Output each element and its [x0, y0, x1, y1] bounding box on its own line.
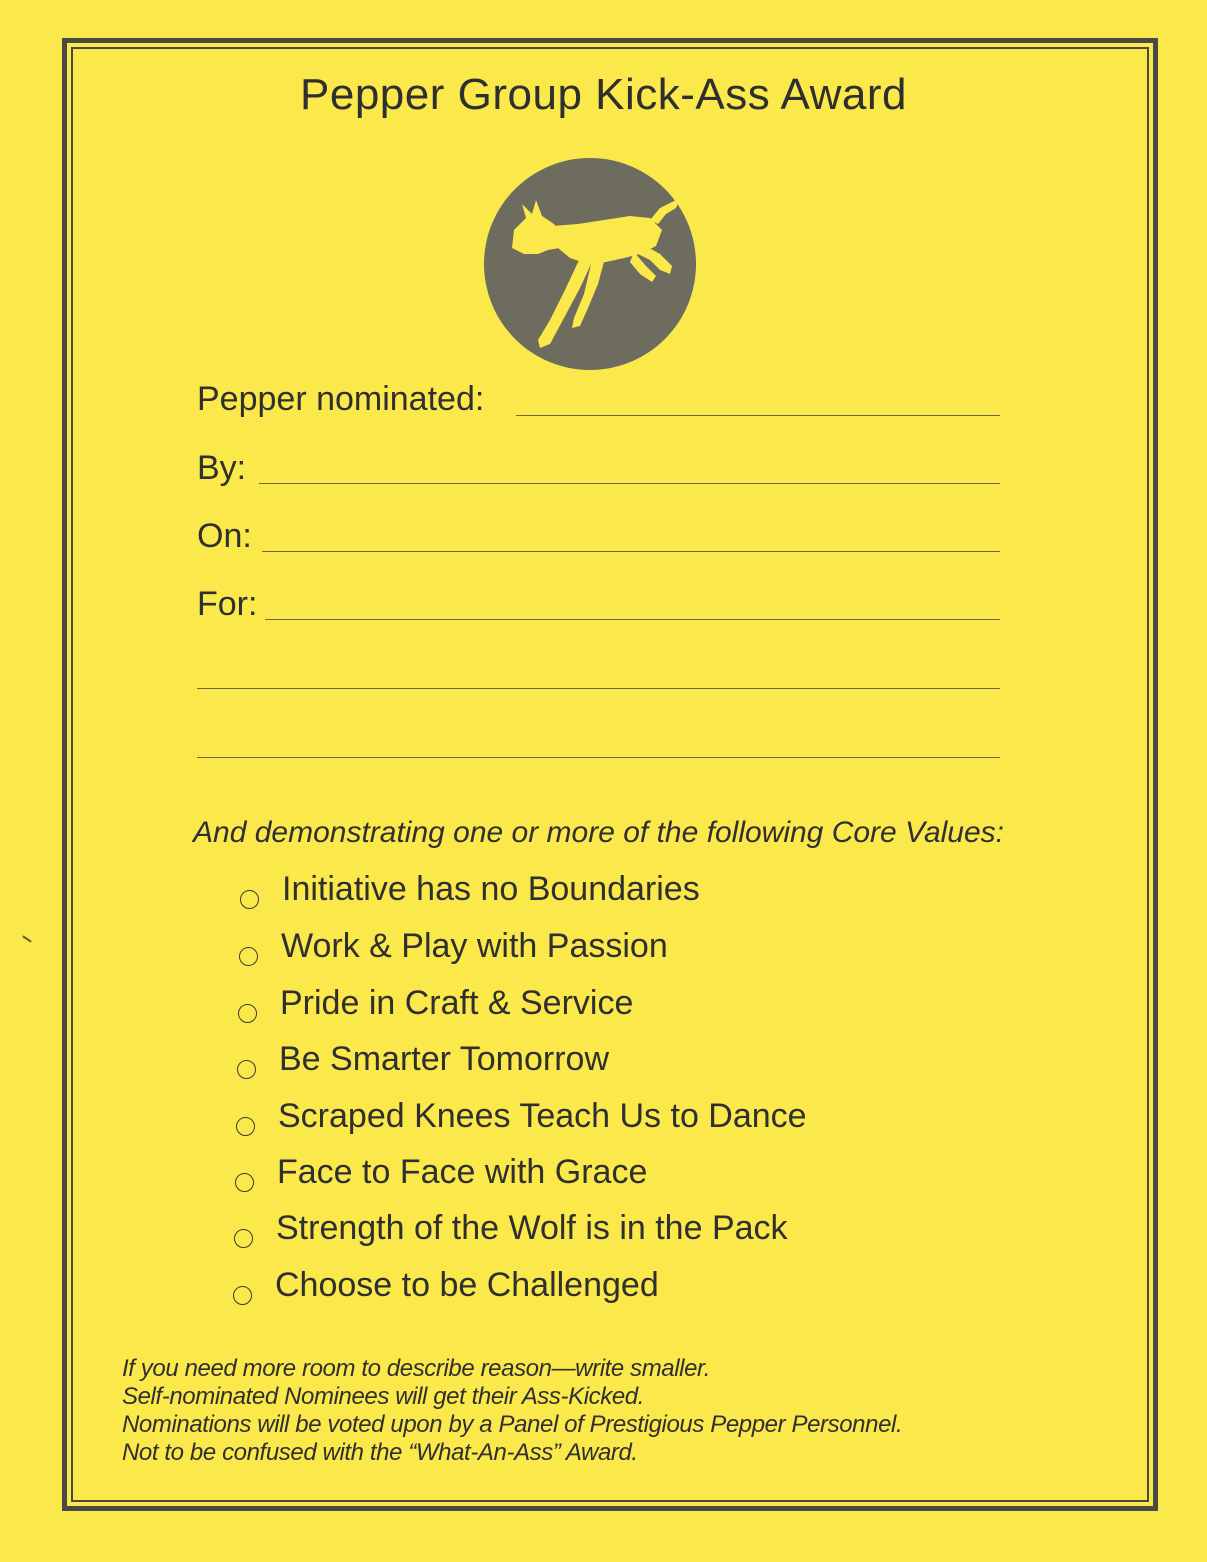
- core-value-label: Strength of the Wolf is in the Pack: [276, 1209, 788, 1247]
- core-value-label: Initiative has no Boundaries: [282, 870, 700, 908]
- field-line-for-extra-1[interactable]: [197, 688, 1000, 689]
- checkbox-circle[interactable]: [235, 1173, 254, 1192]
- checkbox-circle[interactable]: [239, 947, 258, 966]
- core-value-label: Be Smarter Tomorrow: [279, 1040, 610, 1078]
- core-value-label: Work & Play with Passion: [281, 927, 668, 965]
- field-label-nominated: Pepper nominated:: [197, 380, 485, 418]
- footnote-line: Not to be confused with the “What-An-Ass” Award.: [122, 1439, 638, 1466]
- footnote-line: If you need more room to describe reason—write smaller.: [122, 1355, 711, 1382]
- field-line-on[interactable]: [262, 551, 1000, 552]
- paper-mark: [22, 935, 31, 942]
- checkbox-circle[interactable]: [240, 890, 259, 909]
- field-line-for-extra-2[interactable]: [197, 757, 1000, 758]
- award-title: Pepper Group Kick-Ass Award: [300, 70, 907, 119]
- field-label-on: On:: [197, 517, 252, 555]
- core-value-label: Choose to be Challenged: [275, 1266, 659, 1304]
- field-line-for[interactable]: [265, 619, 1000, 620]
- checkbox-circle[interactable]: [238, 1004, 257, 1023]
- checkbox-circle[interactable]: [236, 1117, 255, 1136]
- footnote-line: Self-nominated Nominees will get their Ass-Kicked.: [122, 1383, 645, 1410]
- field-label-by: By:: [197, 449, 247, 487]
- footnote-line: Nominations will be voted upon by a Panel of Prestigious Pepper Personnel.: [122, 1411, 903, 1438]
- core-value-label: Face to Face with Grace: [277, 1153, 648, 1191]
- core-value-label: Pride in Craft & Service: [280, 984, 634, 1022]
- field-label-for: For:: [197, 585, 258, 623]
- field-line-nominated[interactable]: [516, 415, 1000, 416]
- checkbox-circle[interactable]: [233, 1286, 252, 1305]
- core-values-intro: And demonstrating one or more of the following Core Values:: [193, 816, 1005, 849]
- checkbox-circle[interactable]: [234, 1229, 253, 1248]
- checkbox-circle[interactable]: [237, 1060, 256, 1079]
- core-value-label: Scraped Knees Teach Us to Dance: [278, 1097, 807, 1135]
- field-line-by[interactable]: [259, 483, 1000, 484]
- kicking-donkey-icon: [484, 158, 696, 370]
